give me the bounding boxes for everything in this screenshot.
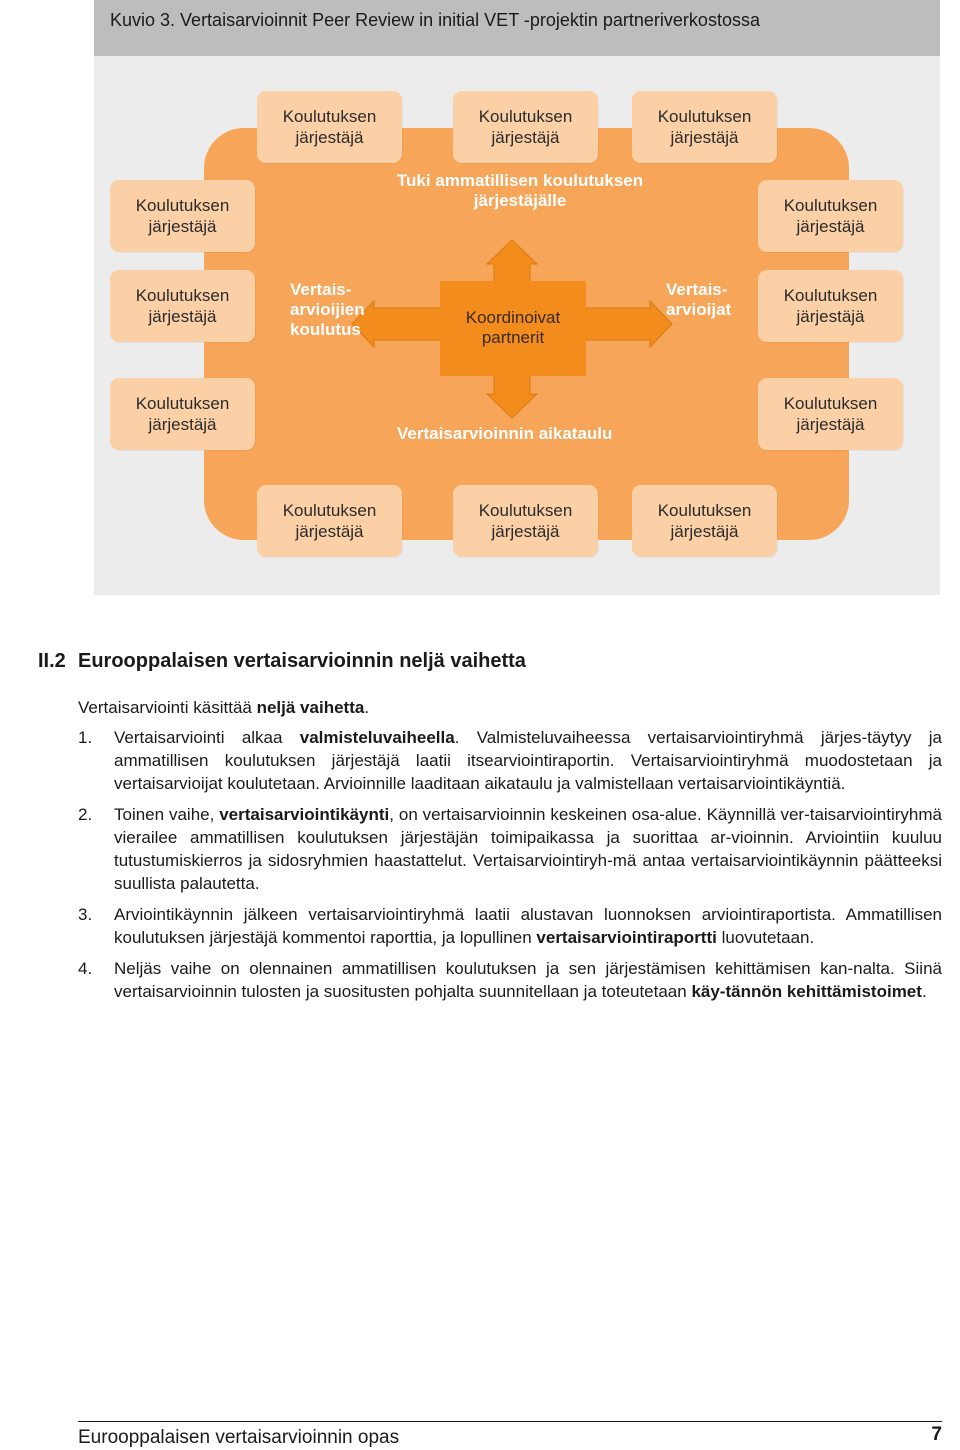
figure-caption: Kuvio 3. Vertaisarvioinnit Peer Review in initial VET -projektin partneriverkostossa bbox=[94, 0, 940, 56]
figure-peer-review-network bbox=[94, 0, 940, 595]
arrow-left-icon bbox=[352, 301, 454, 347]
organizer-box: Koulutuksen järjestäjä bbox=[257, 91, 402, 163]
organizer-box: Koulutuksen järjestäjä bbox=[758, 270, 903, 342]
support-label: Tuki ammatillisen koulutuksen järjestäjälle bbox=[396, 171, 644, 210]
list-item: 4. Neljäs vaihe on olennainen ammatillisen koulutuksen ja sen järjestämisen kehittämisen kan-nalta. Siinä vertaisarvioinnin tulosten ja suositusten pohjalta suunnitellaan ja toteutetaan käy-tännön kehittämistoimet. bbox=[78, 959, 942, 1001]
organizer-box: Koulutuksen järjestäjä bbox=[632, 91, 777, 163]
footer-title: Eurooppalaisen vertaisarvioinnin opas bbox=[78, 1427, 400, 1448]
organizer-box: Koulutuksen järjestäjä bbox=[453, 485, 598, 557]
schedule-label: Vertaisarvioinnin aikataulu bbox=[397, 424, 613, 443]
organizer-box: Koulutuksen järjestäjä bbox=[110, 180, 255, 252]
list-item: 2. Toinen vaihe, vertaisarviointikäynti, on vertaisarvioinnin keskeinen osa-alue. Käynnillä ver-taisarviointiryhmä vierailee ammatillisen koulutuksen järjestäjän toimipaikassa ja suorittaa ar-vioinnin. Arviointiin kuuluu tutustumiskierros ja sidosryhmien haastattelut. Vertaisarviointiryh-mä antaa vertaisarviointikäynnin päätteeksi suullista palautetta. bbox=[78, 805, 942, 893]
organizer-box: Koulutuksen järjestäjä bbox=[632, 485, 777, 557]
section-title: Eurooppalaisen vertaisarvioinnin neljä vaihetta bbox=[78, 650, 526, 672]
section-number: II.2 bbox=[38, 650, 66, 672]
list-item: 1. Vertaisarviointi alkaa valmisteluvaiheella. Valmisteluvaiheessa vertaisarviointiryhmä järjes-täytyy ja ammatillisen koulutuksen järjestäjä laatii itsearviointiraportin. Vertaisarviointiryhmä muodostetaan ja vertaisarvioijat koulutetaan. Arvioinnille laaditaan aikataulu ja valmistellaan vertaisarviointikäyntiä. bbox=[78, 728, 943, 793]
page-number: 7 bbox=[931, 1424, 942, 1445]
organizer-box: Koulutuksen järjestäjä bbox=[257, 485, 402, 557]
organizer-box: Koulutuksen järjestäjä bbox=[758, 378, 903, 450]
list-item: 3. Arviointikäynnin jälkeen vertaisarviointiryhmä laatii alustavan luonnoksen arviointiraportista. Ammatillisen koulutuksen järjestäjä kommentoi raporttia, ja lopullinen vertaisarviointiraportti luovutetaan. bbox=[78, 905, 942, 947]
organizer-box: Koulutuksen järjestäjä bbox=[110, 378, 255, 450]
reviewer-training-label: Vertais- arvioijien koulutus bbox=[290, 280, 365, 339]
organizer-box: Koulutuksen järjestäjä bbox=[758, 180, 903, 252]
footer-divider bbox=[78, 1421, 942, 1422]
organizer-box: Koulutuksen järjestäjä bbox=[110, 270, 255, 342]
phase-list bbox=[78, 726, 942, 1003]
intro-paragraph: Vertaisarviointi käsittää neljä vaihetta. bbox=[78, 698, 370, 717]
peer-reviewers-label: Vertais- arvioijat bbox=[666, 280, 732, 319]
organizer-box: Koulutuksen järjestäjä bbox=[453, 91, 598, 163]
coordinating-partners-label: Koordinoivat partnerit bbox=[465, 308, 561, 347]
section-heading bbox=[38, 650, 526, 673]
